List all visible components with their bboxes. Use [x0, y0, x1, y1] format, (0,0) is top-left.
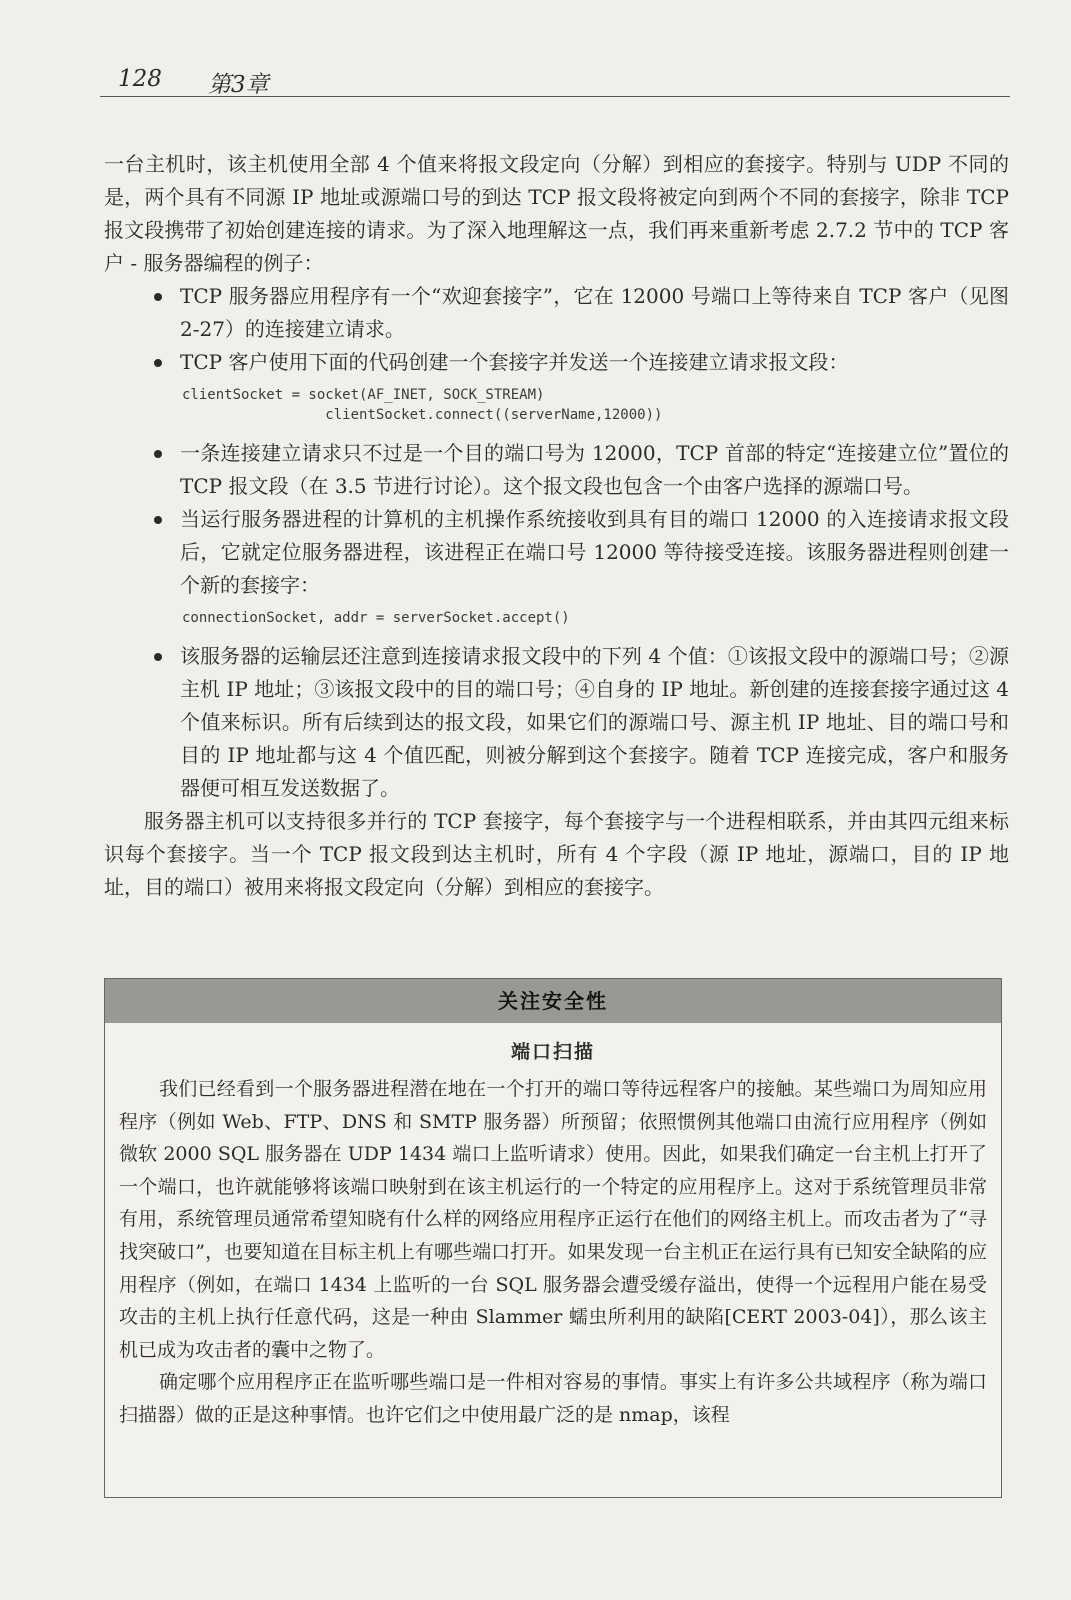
- bullet-list: [104, 280, 1009, 379]
- sidebar-paragraph-2: 确定哪个应用程序正在监听哪些端口是一件相对容易的事情。事实上有许多公共域程序（称为端口扫描器）做的正是这种事情。也许它们之中使用最广泛的是 nmap，该程: [119, 1371, 987, 1426]
- sidebar-heading: 关注安全性: [105, 979, 1001, 1023]
- bullet-list: [104, 437, 1009, 602]
- bullet-item: [104, 280, 1009, 346]
- running-head: [104, 62, 1009, 96]
- code-block-server: connectionSocket, addr = serverSocket.accept(): [182, 610, 570, 626]
- bullet-text: 该服务器的运输层还注意到连接请求报文段中的下列 4 个值：①该报文段中的源端口号；②源主机 IP 地址；③该报文段中的目的端口号；④自身的 IP 地址。新创建的连接套接字通过这 4 个值来标识。所有后续到达的报文段，如果它们的源端口号、源主机 IP 地址、目的端口号和目的 IP 地址都与这 4 个值匹配，则被分解到这个套接字。随着 TCP 连接完成，客户和服务器便可相互发送数据了。: [180, 644, 1009, 800]
- bullet-list: [104, 640, 1009, 805]
- bullet-icon: [154, 653, 162, 661]
- bullet-text: 当运行服务器进程的计算机的主机操作系统接收到具有目的端口 12000 的入连接请求报文段后，它就定位服务器进程，该进程正在端口号 12000 等待接受连接。该服务器进程则创建一个新的套接字：: [180, 507, 1009, 597]
- bullet-icon: [154, 293, 162, 301]
- code-block-client: clientSocket = socket(AF_INET, SOCK_STREAM) clientSocket.connect((serverName,12000)): [182, 387, 663, 423]
- bullet-item: [104, 437, 1009, 503]
- bullet-icon: [154, 450, 162, 458]
- sidebar-subheading: 端口扫描: [510, 1041, 595, 1063]
- sidebar-paragraph-1: 我们已经看到一个服务器进程潜在地在一个打开的端口等待远程客户的接触。某些端口为周知应用程序（例如 Web、FTP、DNS 和 SMTP 服务器）所预留；依照惯例其他端口由流行应用程序（例如微软 2000 SQL 服务器在 UDP 1434 端口上监听请求）使用。因此，如果我们确定一台主机上打开了一个端口，也许就能够将该端口映射到在该主机运行的一个特定的应用程序上。这对于系统管理员非常有用，系统管理员通常希望知晓有什么样的网络应用程序正运行在他们的网络主机上。而攻击者为了“寻找突破口”，也要知道在目标主机上有哪些端口打开。如果发现一台主机正在运行具有已知安全缺陷的应用程序（例如，在端口 1434 上监听的一台 SQL 服务器会遭受缓存溢出，使得一个远程用户能在易受攻击的主机上执行任意代码，这是一种由 Slammer 蠕虫所利用的缺陷[CERT 2003-04]），那么该主机已成为攻击者的囊中之物了。: [119, 1078, 987, 1361]
- main-text: [104, 148, 1009, 904]
- bullet-item: [104, 503, 1009, 602]
- bullet-text: TCP 客户使用下面的代码创建一个套接字并发送一个连接建立请求报文段：: [180, 350, 849, 374]
- paragraph-1: 一台主机时，该主机使用全部 4 个值来将报文段定向（分解）到相应的套接字。特别与 UDP 不同的是，两个具有不同源 IP 地址或源端口号的到达 TCP 报文段将被定向到两个不同的套接字，除非 TCP 报文段携带了初始创建连接的请求。为了深入地理解这一点，我们再来重新考虑 2.7.2 节中的 TCP 客户 - 服务器编程的例子：: [104, 152, 1009, 275]
- bullet-icon: [154, 516, 162, 524]
- bullet-text: 一条连接建立请求只不过是一个目的端口号为 12000，TCP 首部的特定“连接建立位”置位的 TCP 报文段（在 3.5 节进行讨论）。这个报文段也包含一个由客户选择的源端口号。: [180, 441, 1009, 498]
- chapter-label: 第3章: [208, 72, 269, 98]
- bullet-item: [104, 640, 1009, 805]
- bullet-icon: [154, 359, 162, 367]
- paragraph-2: 服务器主机可以支持很多并行的 TCP 套接字，每个套接字与一个进程相联系，并由其四元组来标识每个套接字。当一个 TCP 报文段到达主机时，所有 4 个字段（源 IP 地址，源端口，目的 IP 地址，目的端口）被用来将报文段定向（分解）到相应的套接字。: [104, 809, 1009, 899]
- bullet-item: [104, 346, 1009, 379]
- header-rule: [100, 96, 1010, 97]
- sidebar-body: [105, 1067, 1001, 1432]
- bullet-text: TCP 服务器应用程序有一个“欢迎套接字”，它在 12000 号端口上等待来自 TCP 客户（见图 2-27）的连接建立请求。: [180, 284, 1009, 341]
- security-sidebar: [104, 978, 1002, 1498]
- page-number: 128: [118, 66, 162, 92]
